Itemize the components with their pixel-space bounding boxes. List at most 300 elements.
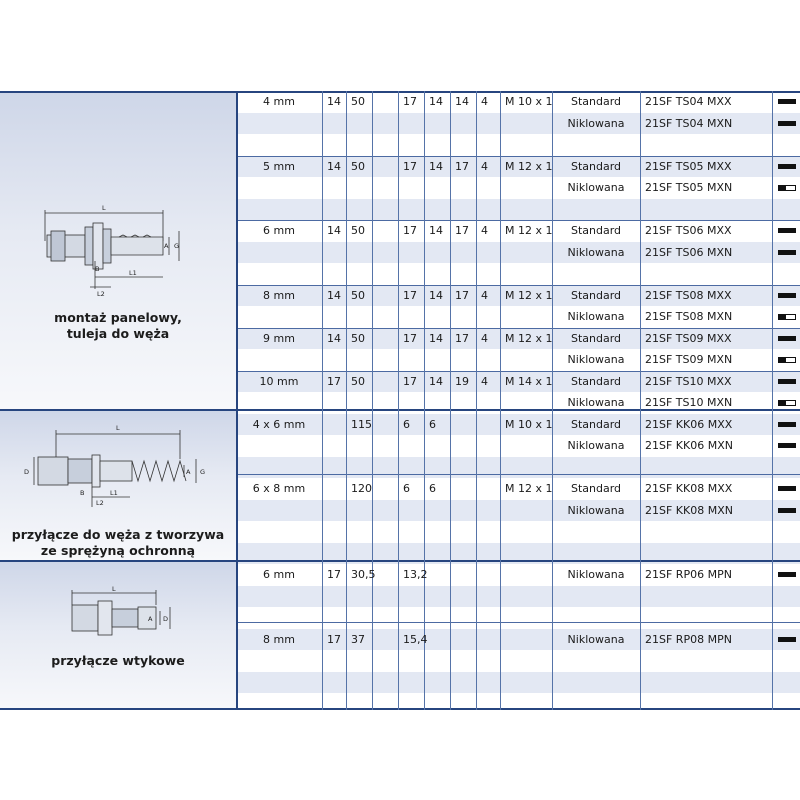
table-cell-c5 (398, 134, 424, 155)
table-cell-c4 (372, 328, 398, 349)
table-cell-c7 (450, 263, 476, 284)
table-cell-c5 (398, 543, 424, 564)
availability-full-icon (778, 293, 796, 298)
table-cell-c1 (236, 242, 322, 263)
table-cell-c10: Niklowana (567, 245, 625, 259)
table-cell-c7 (450, 521, 476, 542)
table-cell-c10: Standard (570, 417, 622, 431)
availability-partial-icon (778, 185, 796, 191)
table-cell-c2: 14 (327, 159, 341, 173)
table-cell-c1 (236, 500, 322, 521)
table-cell-c6 (424, 500, 450, 521)
table-cell-c7 (450, 564, 476, 585)
table-cell-c3 (346, 607, 372, 628)
table-cell-c4 (372, 134, 398, 155)
table-cell-c7 (450, 435, 476, 456)
table-cell-c8 (476, 500, 500, 521)
table-cell-c9: M 12 x 1 (505, 331, 553, 345)
table-cell-c9: M 12 x 1 (505, 224, 553, 237)
table-cell-c11: 21SF KK08 MXN (645, 503, 733, 517)
table-cell-c5: 6 (403, 417, 410, 431)
table-cell-c2 (322, 349, 346, 370)
table-cell-c2 (322, 457, 346, 478)
table-cell-c8: 4 (481, 374, 488, 388)
table-cell-c9: M 10 x 1 (505, 95, 553, 108)
table-cell-c9 (500, 242, 552, 263)
table-cell-c9: M 10 x 1 (505, 417, 553, 431)
table-cell-c4 (372, 478, 398, 499)
table-cell-c4 (372, 242, 398, 263)
table-cell-c8: 4 (481, 95, 488, 108)
dim-label-L2: L2 (96, 499, 104, 507)
table-cell-c11: 21SF KK06 MXX (645, 417, 733, 431)
caption-line: przyłącze do węża z tworzywa (11, 527, 225, 542)
table-cell-c4 (372, 586, 398, 607)
table-cell-c6 (424, 349, 450, 370)
table-cell-c5 (398, 607, 424, 628)
table-cell-c4 (372, 650, 398, 671)
availability-full-icon (778, 637, 796, 642)
table-cell-c10 (552, 457, 640, 478)
table-cell-c2 (322, 263, 346, 284)
table-cell-c6 (424, 629, 450, 650)
table-cell-c6 (424, 521, 450, 542)
table-cell-c7 (450, 349, 476, 370)
table-cell-c10 (552, 607, 640, 628)
table-cell-c9 (500, 306, 552, 327)
table-cell-c11: 21SF TS10 MXN (645, 396, 733, 409)
table-cell-c11: 21SF RP06 MPN (645, 568, 732, 581)
dim-label-A: A (186, 468, 191, 476)
table-cell-c5 (398, 199, 424, 220)
availability-full-icon (778, 250, 796, 255)
table-cell-c5 (398, 113, 424, 134)
table-cell-c8 (476, 693, 500, 714)
table-cell-c9 (500, 543, 552, 564)
table-cell-c7 (450, 414, 476, 435)
table-cell-c10: Standard (570, 95, 622, 108)
table-cell-c3 (346, 392, 372, 413)
caption-line: montaż panelowy, (54, 310, 182, 325)
table-cell-c11 (640, 607, 772, 628)
table-cell-c4 (372, 564, 398, 585)
table-cell-c9 (500, 607, 552, 628)
table-cell-c4 (372, 220, 398, 241)
table-cell-c3 (346, 177, 372, 198)
table-cell-c10 (552, 263, 640, 284)
table-cell-c5 (398, 177, 424, 198)
table-cell-c2 (322, 392, 346, 413)
table-cell-c11 (640, 693, 772, 714)
table-cell-c6 (424, 134, 450, 155)
availability-full-icon (778, 486, 796, 491)
table-cell-c3 (346, 521, 372, 542)
table-cell-c5 (398, 263, 424, 284)
table-cell-c2 (322, 199, 346, 220)
table-cell-c6 (424, 672, 450, 693)
table-cell-c7: 19 (455, 374, 469, 388)
table-cell-c11: 21SF TS10 MXX (645, 374, 732, 388)
table-cell-c9 (500, 199, 552, 220)
table-cell-c3 (346, 693, 372, 714)
dim-label-B: B (80, 489, 85, 497)
table-cell-c8 (476, 435, 500, 456)
table-cell-c10: Niklowana (567, 632, 625, 646)
table-cell-c6 (424, 435, 450, 456)
table-cell-c10: Standard (570, 374, 622, 388)
table-cell-c7: 14 (455, 95, 469, 108)
table-cell-c6 (424, 199, 450, 220)
table-cell-c6 (424, 242, 450, 263)
table-cell-c1 (236, 650, 322, 671)
dim-label-A: A (148, 615, 153, 623)
table-cell-c5 (398, 521, 424, 542)
table-cell-c9 (500, 521, 552, 542)
table-cell-c11: 21SF TS06 MXX (645, 224, 732, 237)
table-cell-c3: 50 (351, 374, 365, 388)
table-cell-c11: 21SF TS06 MXN (645, 245, 733, 259)
table-cell-c7: 17 (455, 331, 469, 345)
table-cell-c10 (552, 543, 640, 564)
table-cell-c1: 9 mm (263, 331, 295, 345)
table-cell-c7: 17 (455, 224, 469, 237)
table-cell-c8 (476, 672, 500, 693)
table-cell-c7 (450, 543, 476, 564)
table-cell-c3 (346, 113, 372, 134)
availability-partial-icon (778, 314, 796, 320)
table-cell-c10: Niklowana (567, 353, 625, 366)
table-cell-c8 (476, 113, 500, 134)
table-cell-c1 (236, 134, 322, 155)
table-cell-c8 (476, 392, 500, 413)
table-cell-c1 (236, 693, 322, 714)
table-cell-c5: 17 (403, 288, 417, 302)
table-cell-c9: M 12 x 1 (505, 482, 553, 495)
table-cell-c9 (500, 113, 552, 134)
table-cell-c2 (322, 435, 346, 456)
table-cell-c10: Standard (570, 288, 622, 302)
table-cell-c3: 50 (351, 288, 365, 302)
table-cell-c6: 14 (429, 95, 443, 108)
caption-line: przyłącze wtykowe (51, 653, 185, 668)
dim-label-D: D (163, 615, 169, 623)
table-cell-c10 (552, 693, 640, 714)
table-cell-c11: 21SF TS08 MXX (645, 288, 732, 302)
availability-full-icon (778, 572, 796, 577)
table-cell-c10 (552, 134, 640, 155)
table-cell-c7 (450, 113, 476, 134)
table-cell-c3 (346, 435, 372, 456)
caption-line: tuleja do węża (66, 326, 170, 341)
table-cell-c9 (500, 693, 552, 714)
table-cell-c8 (476, 349, 500, 370)
table-cell-c3 (346, 263, 372, 284)
table-cell-c1: 8 mm (263, 632, 295, 646)
table-cell-c6: 14 (429, 224, 443, 237)
table-cell-c10 (552, 672, 640, 693)
table-cell-c7 (450, 586, 476, 607)
table-cell-c9 (500, 177, 552, 198)
table-cell-c6 (424, 392, 450, 413)
table-cell-c7 (450, 672, 476, 693)
table-cell-c1: 4 x 6 mm (252, 417, 306, 431)
table-cell-c8 (476, 650, 500, 671)
table-cell-c2 (322, 672, 346, 693)
table-cell-c1: 5 mm (263, 159, 295, 173)
table-cell-c5 (398, 586, 424, 607)
table-cell-c4 (372, 263, 398, 284)
table-cell-c10: Standard (570, 224, 622, 237)
table-cell-c3 (346, 242, 372, 263)
panel-mount-coupler-drawing (35, 201, 195, 299)
table-cell-c9 (500, 435, 552, 456)
caption-line: ze sprężyną ochronną (40, 543, 196, 558)
table-cell-c9 (500, 263, 552, 284)
table-cell-c5: 6 (403, 482, 410, 495)
table-cell-c2 (322, 607, 346, 628)
table-cell-c7 (450, 457, 476, 478)
table-cell-c4 (372, 91, 398, 112)
plug-connector-drawing (60, 585, 180, 641)
table-cell-c2: 17 (327, 632, 341, 646)
table-cell-c7 (450, 607, 476, 628)
table-cell-c11: 21SF RP08 MPN (645, 632, 732, 646)
table-cell-c4 (372, 113, 398, 134)
table-cell-c11 (640, 457, 772, 478)
availability-full-icon (778, 99, 796, 104)
table-cell-c5: 15,4 (403, 632, 428, 646)
dim-label-L1: L1 (110, 489, 118, 497)
table-cell-c3 (346, 500, 372, 521)
dim-label-G: G (174, 242, 180, 250)
table-cell-c3: 50 (351, 95, 365, 108)
table-cell-c10: Niklowana (567, 181, 625, 194)
table-cell-c5: 17 (403, 224, 417, 237)
table-cell-c10: Standard (570, 331, 622, 345)
table-cell-c4 (372, 156, 398, 177)
table-cell-c5 (398, 500, 424, 521)
table-cell-c1 (236, 177, 322, 198)
table-cell-c11 (640, 650, 772, 671)
table-cell-c4 (372, 693, 398, 714)
table-cell-c8: 4 (481, 288, 488, 302)
table-cell-c4 (372, 414, 398, 435)
table-cell-c10: Niklowana (567, 310, 625, 323)
table-cell-c2 (322, 521, 346, 542)
table-cell-c6: 6 (429, 482, 436, 495)
dim-label-L: L (102, 204, 106, 212)
table-cell-c10: Standard (570, 482, 622, 495)
dim-label-A: A (164, 242, 169, 250)
table-cell-c6 (424, 177, 450, 198)
table-cell-c10: Niklowana (567, 568, 625, 581)
table-cell-c1 (236, 543, 322, 564)
table-cell-c10 (552, 521, 640, 542)
table-cell-c8 (476, 607, 500, 628)
dim-label-L: L (116, 424, 120, 432)
table-cell-c5: 17 (403, 374, 417, 388)
availability-full-icon (778, 336, 796, 341)
table-cell-c6 (424, 564, 450, 585)
table-cell-c7 (450, 650, 476, 671)
table-cell-c3 (346, 199, 372, 220)
table-cell-c8 (476, 629, 500, 650)
table-cell-c3: 30,5 (351, 568, 376, 581)
dim-label-G: G (200, 468, 206, 476)
table-cell-c9: M 12 x 1 (505, 159, 553, 173)
table-cell-c3 (346, 349, 372, 370)
table-cell-c1 (236, 607, 322, 628)
table-cell-c11 (640, 134, 772, 155)
table-cell-c9 (500, 349, 552, 370)
table-cell-c11: 21SF TS05 MXX (645, 159, 732, 173)
table-cell-c4 (372, 306, 398, 327)
table-cell-c2 (322, 586, 346, 607)
availability-partial-icon (778, 400, 796, 406)
table-cell-c2 (322, 113, 346, 134)
table-cell-c2 (322, 478, 346, 499)
table-cell-c11: 21SF TS09 MXN (645, 353, 733, 366)
table-cell-c4 (372, 371, 398, 392)
table-cell-c1 (236, 435, 322, 456)
table-cell-c9 (500, 564, 552, 585)
table-cell-c11: 21SF TS05 MXN (645, 181, 733, 194)
table-cell-c8 (476, 263, 500, 284)
table-cell-c7: 17 (455, 159, 469, 173)
table-cell-c3 (346, 543, 372, 564)
table-cell-c3: 50 (351, 331, 365, 345)
table-cell-c1 (236, 349, 322, 370)
table-cell-c6 (424, 607, 450, 628)
table-cell-c6 (424, 306, 450, 327)
product-table (0, 91, 800, 710)
table-cell-c1 (236, 199, 322, 220)
table-cell-c6 (424, 693, 450, 714)
table-cell-c3: 37 (351, 632, 365, 646)
table-cell-c5 (398, 349, 424, 370)
table-cell-c5 (398, 392, 424, 413)
table-cell-c4 (372, 435, 398, 456)
table-cell-c3: 115 (351, 417, 372, 431)
table-cell-c1 (236, 586, 322, 607)
table-cell-c2 (322, 306, 346, 327)
table-cell-c2 (322, 693, 346, 714)
group-caption-plug (0, 653, 236, 669)
table-cell-c2: 17 (327, 568, 341, 581)
table-cell-c1 (236, 457, 322, 478)
availability-full-icon (778, 164, 796, 169)
hose-spring-coupler-drawing (20, 419, 220, 509)
table-cell-c6: 6 (429, 417, 436, 431)
table-cell-c9: M 14 x 1 (505, 374, 553, 388)
table-cell-c6 (424, 113, 450, 134)
table-cell-c4 (372, 457, 398, 478)
table-cell-c6: 14 (429, 374, 443, 388)
table-cell-c2 (322, 177, 346, 198)
table-cell-c2 (322, 500, 346, 521)
table-cell-c3: 120 (351, 482, 372, 495)
table-cell-c4 (372, 177, 398, 198)
availability-full-icon (778, 422, 796, 427)
table-cell-c11 (640, 543, 772, 564)
table-cell-c7 (450, 629, 476, 650)
table-cell-c10: Niklowana (567, 116, 625, 130)
table-cell-c8 (476, 306, 500, 327)
table-cell-c10 (552, 199, 640, 220)
table-cell-c8: 4 (481, 331, 488, 345)
table-cell-c6 (424, 650, 450, 671)
table-cell-c8: 4 (481, 159, 488, 173)
table-cell-c9 (500, 392, 552, 413)
table-cell-c9 (500, 457, 552, 478)
table-cell-c10 (552, 650, 640, 671)
table-cell-c11 (640, 586, 772, 607)
table-cell-c2: 17 (327, 374, 341, 388)
dim-label-L: L (112, 585, 116, 593)
table-cell-c10: Standard (570, 159, 622, 173)
table-cell-c2: 14 (327, 288, 341, 302)
table-cell-c9 (500, 500, 552, 521)
group-caption-panel-mount (0, 310, 236, 342)
table-cell-c8 (476, 414, 500, 435)
table-cell-c2: 14 (327, 331, 341, 345)
dim-label-B: B (95, 265, 100, 273)
table-cell-c1 (236, 521, 322, 542)
table-cell-c8 (476, 478, 500, 499)
table-cell-c6 (424, 457, 450, 478)
table-cell-c4 (372, 285, 398, 306)
table-cell-c5 (398, 650, 424, 671)
availability-full-icon (778, 228, 796, 233)
table-cell-c3 (346, 586, 372, 607)
table-cell-c9: M 12 x 1 (505, 288, 553, 302)
table-cell-c7 (450, 500, 476, 521)
table-cell-c1: 8 mm (263, 288, 295, 302)
table-cell-c7 (450, 199, 476, 220)
table-cell-c2 (322, 543, 346, 564)
table-cell-c8 (476, 134, 500, 155)
availability-full-icon (778, 443, 796, 448)
table-cell-c5: 17 (403, 95, 417, 108)
table-cell-c5 (398, 242, 424, 263)
dim-label-L1: L1 (129, 269, 137, 277)
table-cell-c9 (500, 134, 552, 155)
table-cell-c8 (476, 564, 500, 585)
table-cell-c5: 13,2 (403, 568, 428, 581)
table-cell-c3 (346, 306, 372, 327)
table-cell-c6: 14 (429, 159, 443, 173)
table-cell-c7 (450, 392, 476, 413)
availability-full-icon (778, 379, 796, 384)
table-cell-c3 (346, 650, 372, 671)
table-cell-c2: 14 (327, 95, 341, 108)
table-cell-c7 (450, 306, 476, 327)
table-cell-c4 (372, 199, 398, 220)
table-cell-c9 (500, 586, 552, 607)
table-cell-c6: 14 (429, 288, 443, 302)
table-cell-c2: 14 (327, 224, 341, 237)
table-cell-c2 (322, 650, 346, 671)
table-cell-c5 (398, 457, 424, 478)
table-cell-c8 (476, 543, 500, 564)
table-cell-c1 (236, 113, 322, 134)
table-cell-c2 (322, 242, 346, 263)
table-cell-c8 (476, 242, 500, 263)
table-cell-c10: Niklowana (567, 396, 625, 409)
availability-full-icon (778, 508, 796, 513)
table-cell-c5 (398, 306, 424, 327)
table-cell-c4 (372, 629, 398, 650)
